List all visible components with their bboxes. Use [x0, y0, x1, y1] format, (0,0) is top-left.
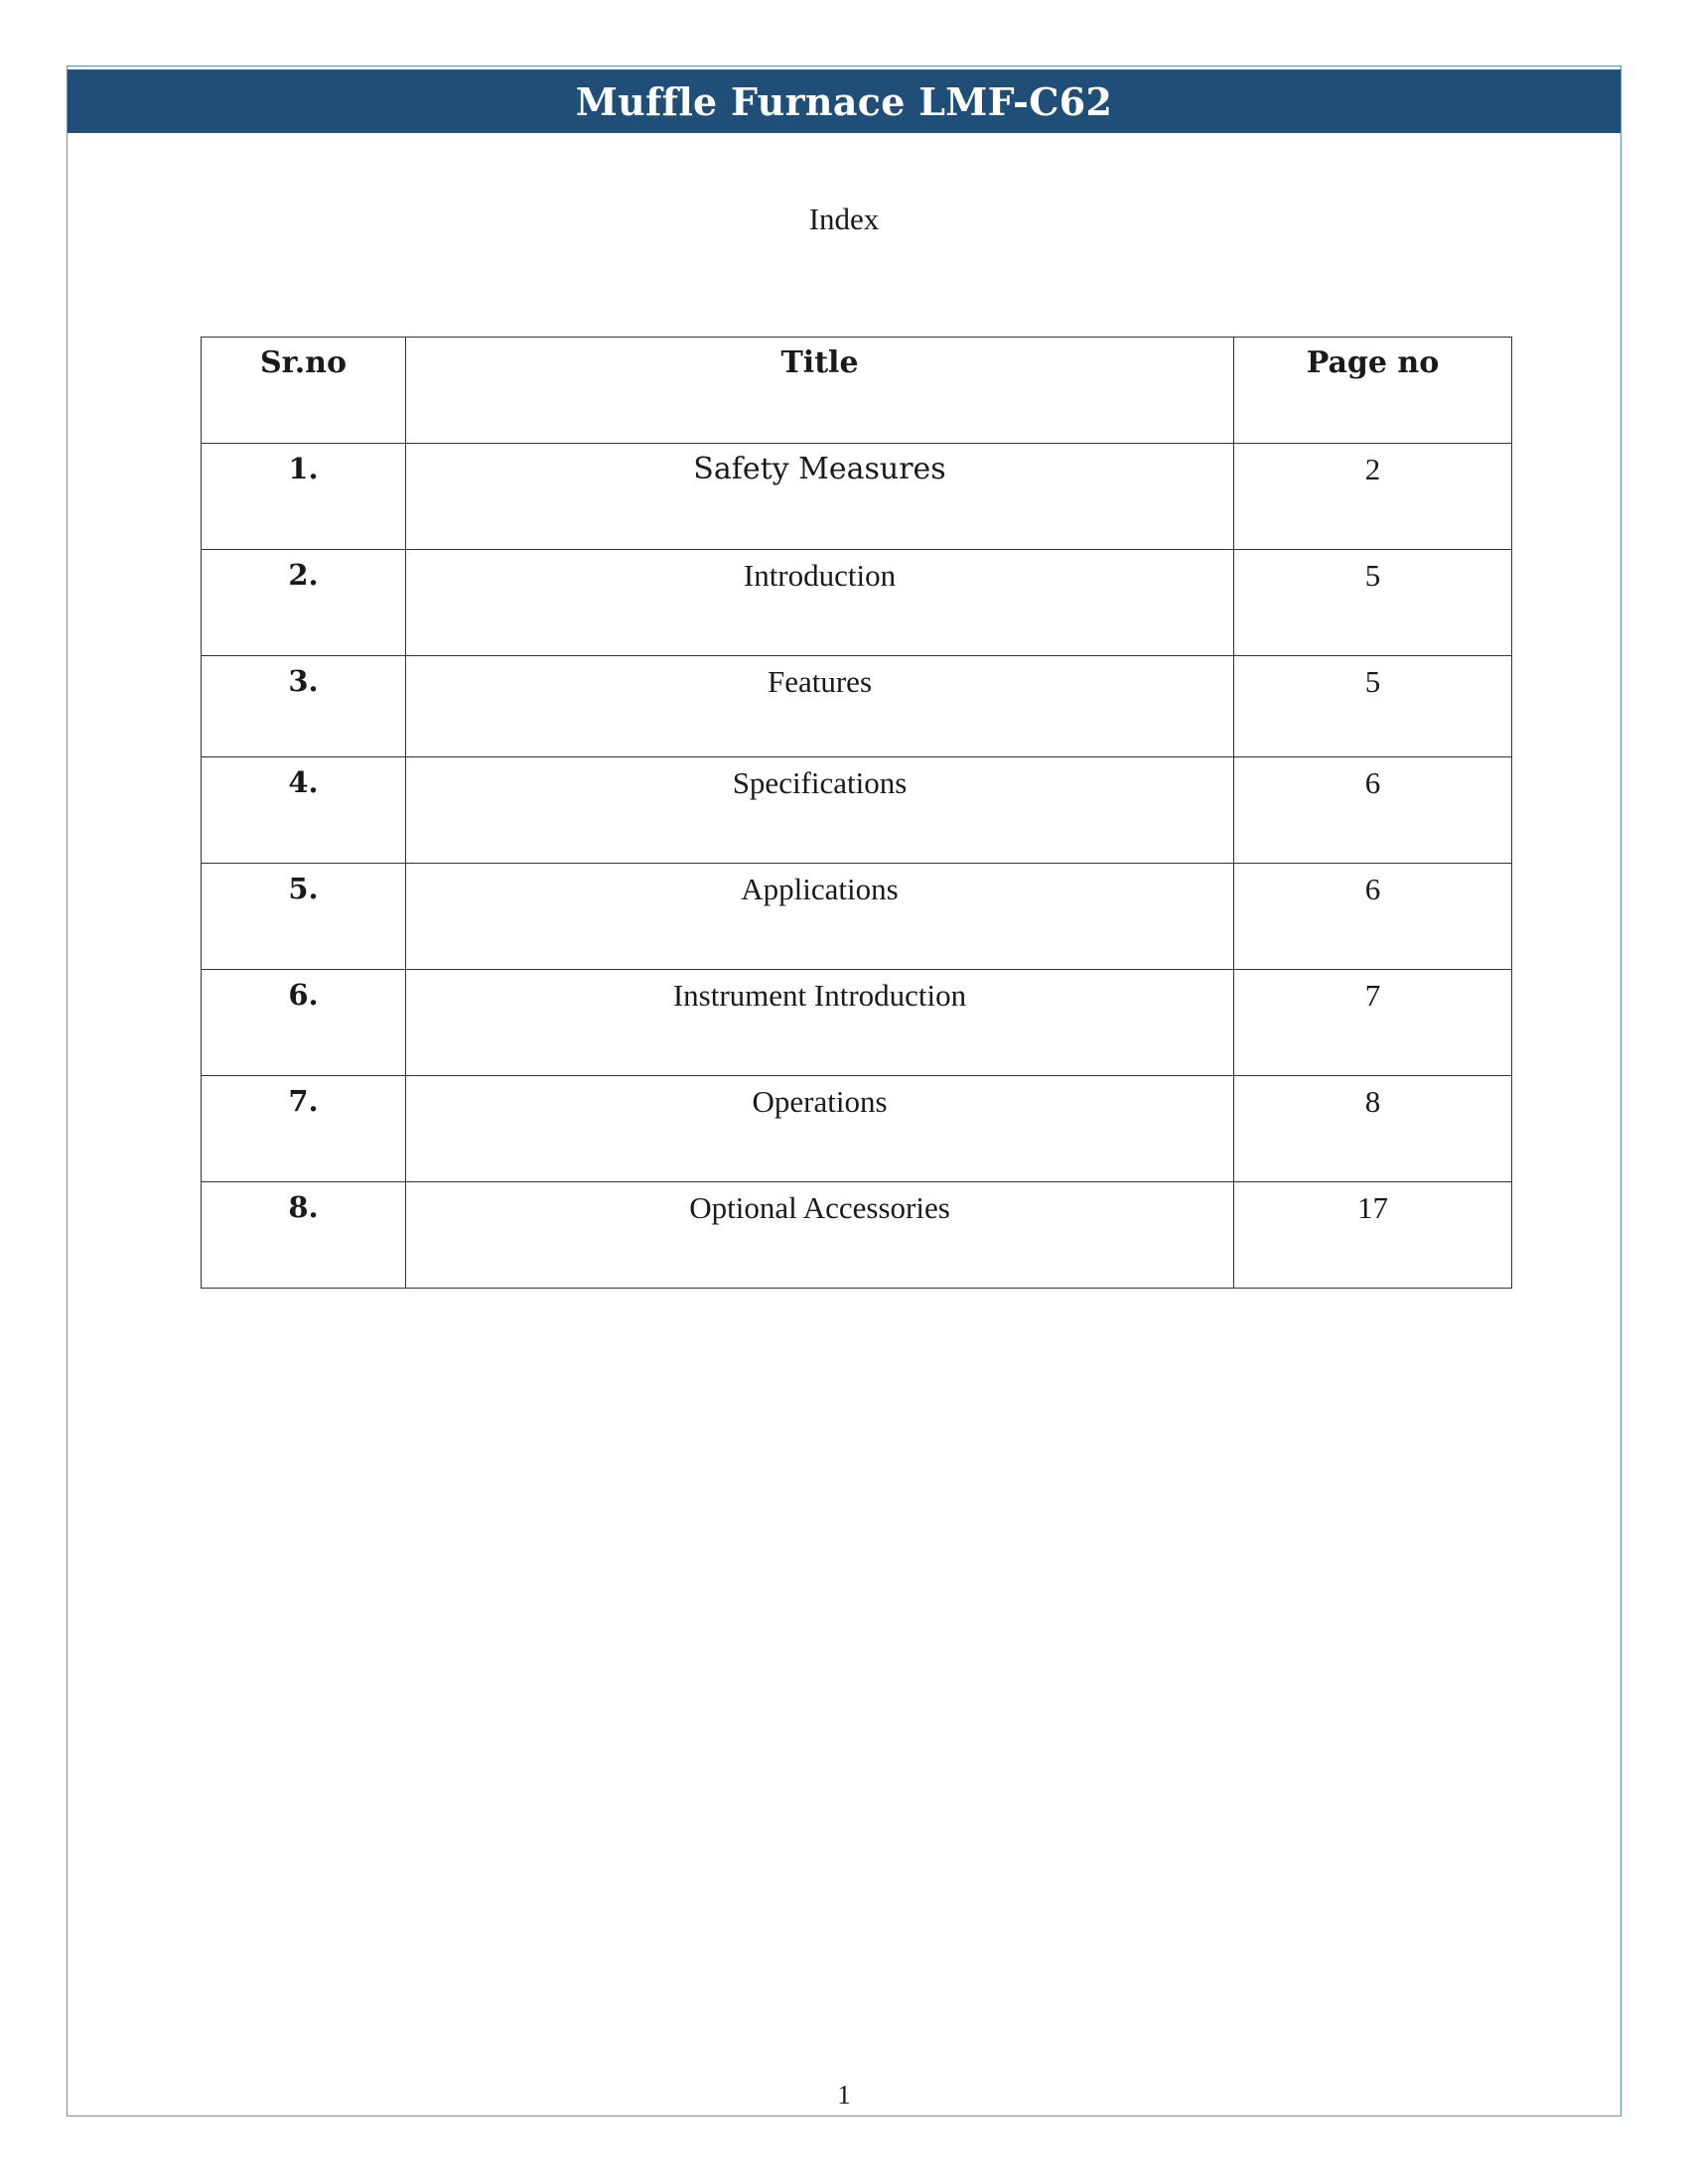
table-row — [202, 757, 1512, 864]
row-page-number: 7 — [1234, 970, 1512, 1076]
column-header-srno: Sr.no — [202, 338, 406, 444]
row-title: Operations — [406, 1076, 1234, 1182]
table-row — [202, 1182, 1512, 1289]
row-page-number: 5 — [1234, 550, 1512, 656]
document-title: Muffle Furnace LMF-C62 — [575, 78, 1113, 124]
row-title: Optional Accessories — [406, 1182, 1234, 1289]
row-title: Specifications — [406, 757, 1234, 864]
table-row — [202, 444, 1512, 550]
table-row — [202, 864, 1512, 970]
row-title: Applications — [406, 864, 1234, 970]
table-row — [202, 970, 1512, 1076]
column-header-title: Title — [406, 338, 1234, 444]
row-srno: 7. — [202, 1076, 406, 1182]
row-srno: 1. — [202, 444, 406, 550]
row-srno: 4. — [202, 757, 406, 864]
row-page-number: 2 — [1234, 444, 1512, 550]
table-row — [202, 656, 1512, 757]
row-srno: 3. — [202, 656, 406, 757]
table-row — [202, 550, 1512, 656]
row-page-number: 6 — [1234, 757, 1512, 864]
row-srno: 6. — [202, 970, 406, 1076]
row-srno: 8. — [202, 1182, 406, 1289]
row-title: Instrument Introduction — [406, 970, 1234, 1076]
row-title: Introduction — [406, 550, 1234, 656]
row-title: Features — [406, 656, 1234, 757]
page-number: 1 — [837, 2080, 851, 2110]
table-header-row — [202, 338, 1512, 444]
page-frame — [67, 66, 1621, 2116]
row-srno: 2. — [202, 550, 406, 656]
row-page-number: 6 — [1234, 864, 1512, 970]
row-srno: 5. — [202, 864, 406, 970]
row-page-number: 5 — [1234, 656, 1512, 757]
row-title: Safety Measures — [406, 444, 1234, 550]
row-page-number: 8 — [1234, 1076, 1512, 1182]
row-page-number: 17 — [1234, 1182, 1512, 1289]
index-heading: Index — [808, 202, 880, 236]
index-table — [201, 337, 1512, 1289]
header-bar — [68, 69, 1620, 133]
table-row — [202, 1076, 1512, 1182]
column-header-page: Page no — [1234, 338, 1512, 444]
